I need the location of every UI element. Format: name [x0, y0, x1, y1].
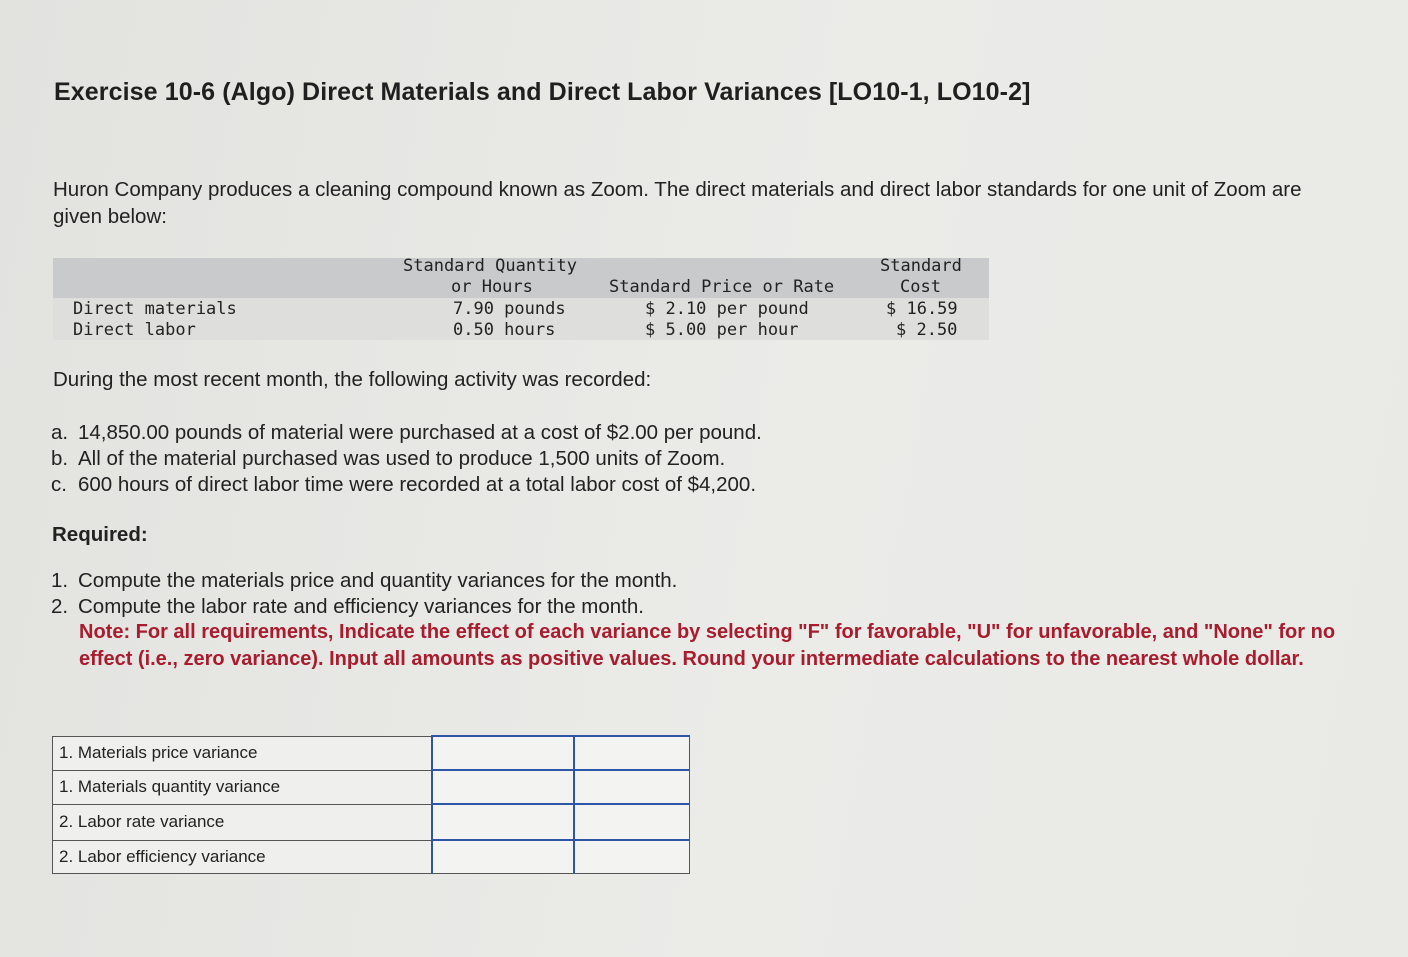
answer-row-label: 2. Labor efficiency variance	[53, 840, 433, 874]
activity-intro: During the most recent month, the following activity was recorded:	[53, 368, 652, 391]
standards-table	[53, 256, 989, 340]
row-materials-cost: $ 16.59	[886, 299, 958, 319]
required-heading: Required:	[52, 523, 148, 546]
row-labor-quantity: 0.50 hours	[453, 320, 556, 340]
requirement-item	[51, 595, 644, 619]
header-cost-line2: Cost	[900, 277, 941, 297]
activity-item	[51, 473, 756, 497]
table-row	[53, 804, 690, 840]
amount-cell	[432, 736, 574, 770]
row-materials-price: $ 2.10 per pound	[645, 299, 809, 319]
answer-table	[52, 735, 690, 874]
activity-text: All of the material purchased was used to produce 1,500 units of Zoom.	[78, 447, 726, 470]
list-marker: b.	[51, 447, 69, 470]
materials-quantity-variance-effect-select[interactable]	[575, 771, 689, 803]
row-materials-label: Direct materials	[73, 299, 237, 319]
table-row	[53, 770, 690, 804]
effect-cell	[574, 770, 690, 804]
list-marker: 2.	[51, 595, 69, 618]
list-marker: 1.	[51, 569, 69, 592]
amount-cell	[432, 770, 574, 804]
table-row	[53, 736, 690, 770]
labor-rate-variance-amount-input[interactable]	[433, 805, 573, 839]
instructions-note: Note: For all requirements, Indicate the effect of each variance by selecting "F" for favorable, "U" for unfavorable, and "None" for no effect (i.e., zero variance). Input all amounts as positive values. Round your intermediate calculations to the nearest whole dollar.	[79, 621, 1336, 670]
answer-row-label: 1. Materials price variance	[53, 736, 433, 770]
header-price: Standard Price or Rate	[609, 277, 835, 297]
materials-price-variance-effect-select[interactable]	[575, 737, 689, 769]
header-quantity-line1: Standard Quantity	[403, 256, 577, 276]
labor-efficiency-variance-effect-select[interactable]	[575, 841, 689, 873]
requirement-text: Compute the labor rate and efficiency variances for the month.	[78, 595, 644, 618]
activity-item	[51, 447, 725, 471]
answer-row-label: 1. Materials quantity variance	[53, 770, 433, 804]
materials-price-variance-amount-input[interactable]	[433, 737, 573, 769]
labor-efficiency-variance-amount-input[interactable]	[433, 841, 573, 873]
row-labor-label: Direct labor	[73, 320, 196, 340]
activity-item	[51, 421, 762, 445]
amount-cell	[432, 840, 574, 874]
answer-row-label: 2. Labor rate variance	[53, 804, 433, 840]
row-labor-price: $ 5.00 per hour	[645, 320, 799, 340]
activity-text: 600 hours of direct labor time were recorded at a total labor cost of $4,200.	[78, 473, 757, 496]
header-cost-line1: Standard	[880, 256, 962, 276]
activity-text: 14,850.00 pounds of material were purchased at a cost of $2.00 per pound.	[78, 421, 762, 444]
requirement-text: Compute the materials price and quantity variances for the month.	[78, 569, 678, 592]
effect-cell	[574, 840, 690, 874]
labor-rate-variance-effect-select[interactable]	[575, 805, 689, 839]
effect-cell	[574, 804, 690, 840]
requirement-item	[51, 569, 677, 593]
amount-cell	[432, 804, 574, 840]
exercise-title: Exercise 10-6 (Algo) Direct Materials and Direct Labor Variances [LO10-1, LO10-2]	[54, 78, 1031, 106]
header-quantity-line2: or Hours	[451, 277, 533, 297]
effect-cell	[574, 736, 690, 770]
row-materials-quantity: 7.90 pounds	[453, 299, 566, 319]
list-marker: a.	[51, 421, 69, 444]
intro-paragraph: Huron Company produces a cleaning compound known as Zoom. The direct materials and direct labor standards for one unit of Zoom are given below:	[53, 178, 1302, 228]
list-marker: c.	[51, 473, 67, 496]
table-row	[53, 840, 690, 874]
materials-quantity-variance-amount-input[interactable]	[433, 771, 573, 803]
row-labor-cost: $ 2.50	[896, 320, 958, 340]
